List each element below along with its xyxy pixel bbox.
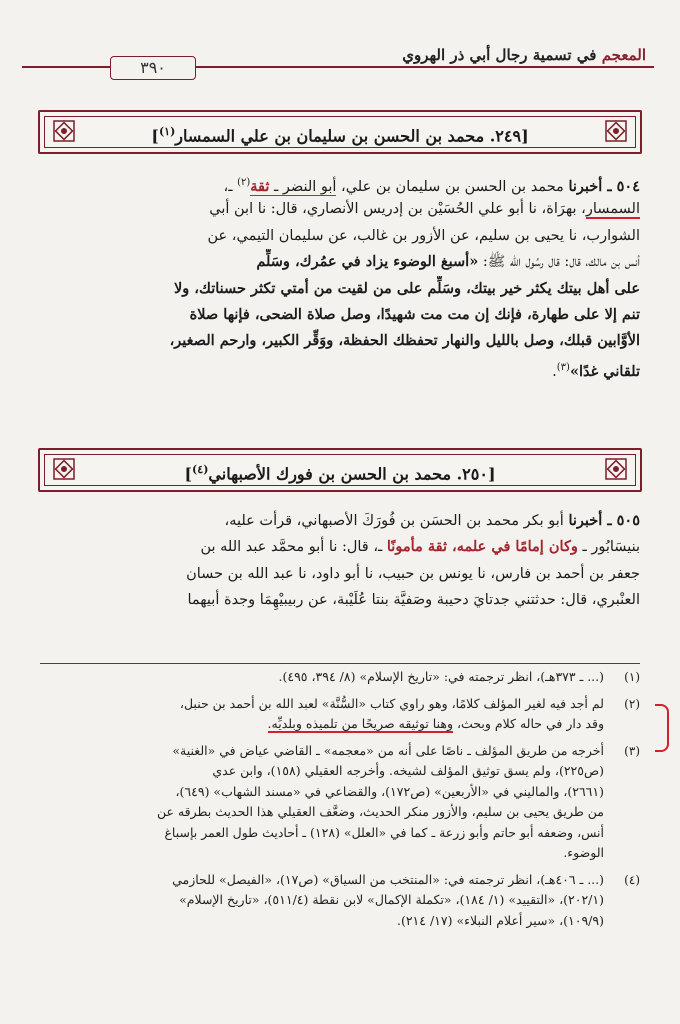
section-title [110, 112, 570, 152]
footnote-line: لم أجد فيه لغير المؤلف كلامًا، وهو راوي كتاب «السُّنَّة» لعبد الله بن أحمد بن حنبل، [179, 695, 604, 711]
text-line [40, 170, 640, 196]
grading-phrase: وكان إمامًا في علمه، ثقة مأمونًا [386, 538, 578, 556]
entry-number: ٥٠٤ ـ [602, 177, 640, 195]
akhbarana: أخبرنا [568, 177, 603, 195]
underlined-phrase [250, 179, 336, 197]
text-run: بنيسَابُور ـ [577, 539, 640, 556]
underlined-nisba: السمسار [585, 201, 640, 218]
footnote-line: (٢٦٦١)، والماليني في «الأربعين» (ص١٧٢)، والقضاعي في «مسند الشهاب» (٦٤٩)، [175, 783, 604, 799]
text-run: أبو بكر محمد بن الحسَن بن فُورَكَ الأصبهاني، قرأت عليه، [224, 513, 569, 529]
footnote-line: أنس، وضعفه أبو حاتم وأبو زرعة ـ كما في «العلل» (١٢٨) ـ أحاديث طول العمر بإسباغ [164, 824, 604, 840]
text-run: محمد بن الحسن بن سليمان بن علي، [336, 178, 569, 195]
page-header [22, 44, 654, 86]
text-run: أنس بن مالك، قال: قال رسُول الله ﷺ: [478, 254, 640, 271]
text-line [40, 508, 640, 534]
section-banner-249 [38, 110, 642, 154]
entry-number: ٥٠٥ ـ [602, 512, 640, 529]
text-run: . [552, 363, 557, 380]
text-line: جعفر بن أحمد بن فارس، نا يونس بن حبيب، نا أبو داود، نا عبد الله بن حسان [186, 565, 640, 582]
text-line [40, 196, 640, 222]
text-line: تنم إلا على طهارة، فإنك إن مت مت شهيدًا، وصل صلاة الضحى، فإنها صلاة [189, 305, 640, 323]
footnote-number: (١) [624, 670, 640, 684]
footnote-line: (... ـ ٣٧٣هـ)، انظر ترجمته في: «تاريخ الإسلام» (٨/ ٣٩٤، ٤٩٥). [278, 669, 604, 684]
text-run: ـ، [223, 178, 238, 195]
section-title-text: [٢٤٩. محمد بن الحسن بن سليمان بن علي السمسار [175, 126, 529, 146]
floral-square-ornament-icon [604, 119, 628, 143]
footnote-1 [40, 667, 640, 688]
text-line: الشوارب، نا يحيى بن سليم، عن الأزور بن غالب، عن سليمان التيمي، عن [207, 227, 640, 244]
entry-504 [40, 170, 640, 381]
akhbarana: أخبرنا [568, 512, 603, 529]
footnote-ref: (٤) [192, 463, 209, 476]
footnote-ref: (٣) [556, 361, 570, 373]
footnote-line: (٢٠٢/١)، «التقييد» (١/ ١٨٤)، «تكملة الإكمال» لابن نقطة (٥١١/٤)، «تاريخ الإسلام» [179, 892, 604, 907]
floral-square-ornament-icon [52, 119, 76, 143]
text-run: ـ [269, 178, 283, 195]
kunya: أبو النضر [282, 178, 337, 195]
entry-505 [40, 508, 640, 614]
footnote-line [40, 714, 604, 735]
text-line [40, 355, 640, 381]
footnote-4 [40, 870, 640, 932]
underlined-phrase: وهنا توثيقه صريحًا من تلميذه وبلديِّه. [267, 716, 454, 731]
running-title-rest: في تسمية رجال أبي ذر الهروي [402, 46, 597, 64]
text-run: ـ، قال: نا أبو محمَّد عبد الله بن [200, 539, 387, 556]
running-title [402, 46, 646, 64]
footnotes [40, 667, 640, 937]
running-title-accent: المعجم [601, 46, 646, 64]
hadith-text: «أسبغ الوضوء يزاد في عمُرك، وسَلِّم [256, 253, 479, 271]
footnote-line: (... ـ ٤٠٦هـ)، انظر ترجمته في: «المنتخب من السياق» (ص١٧)، «الفيصل» للحازمي [172, 871, 604, 887]
footnote-line: (١٠٩/٩)، «سير أعلام النبلاء» (١٧/ ٢١٤). [396, 912, 604, 928]
text-run: وقد دار في حاله كلام وبحث، [453, 716, 604, 731]
footnote-2 [40, 694, 640, 735]
page-number: ٣٩٠ [110, 56, 196, 80]
section-title-close: ] [184, 464, 193, 484]
text-line: الأوَّابين قبلك، وصل بالليل والنهار تحفظك الحفظة، ووَقِّر الكبير، وارحم الصغير، [169, 332, 640, 350]
hadith-text: تلقاني غدًا» [569, 362, 640, 380]
footnote-rule [40, 663, 640, 664]
footnote-number: (٤) [624, 872, 640, 887]
footnote-number: (٣) [624, 743, 640, 758]
floral-square-ornament-icon [604, 457, 628, 481]
text-line: على أهل بيتك يكثر خير بيتك، وسَلِّم على من لقيت من أمتي تكثر حسناتك، ولا [173, 279, 640, 297]
footnote-line: الوضوء. [563, 845, 604, 860]
handwritten-bracket-mark [655, 704, 669, 752]
floral-square-ornament-icon [52, 457, 76, 481]
section-title-text: [٢٥٠. محمد بن الحسن بن فورك الأصبهاني [208, 464, 496, 484]
footnote-ref: (٢) [237, 177, 251, 188]
section-title-close: ] [151, 126, 159, 146]
footnote-line: أخرجه من طريق المؤلف ـ ناصًا على أنه من «معجمه» ـ القاضي عياض في «الغنية» [172, 742, 604, 758]
footnote-line: (ص٢٢٥)، ولم يسق توثيق المؤلف لشيخه. وأخرجه العقيلي (١٥٨)، وابن عدي [212, 763, 604, 778]
footnote-number: (٢) [624, 696, 640, 711]
text-line: العنْبري، قال: حدثتني جدتايَ دحيبة وصَفيَّة بنتا عُلَيْبة، عن ربيبيْهِمَا وجدة أبيهما [187, 592, 640, 609]
grading-thiqa: ثقة [250, 177, 270, 195]
section-banner-250 [38, 448, 642, 492]
footnote-line: من طريق يحيى بن سليم، والأزور منكر الحديث، وضعَّف العقيلي هذا الحديث بطرقه عن [157, 804, 604, 819]
footnote-ref: (١) [158, 125, 176, 138]
footnote-3 [40, 741, 640, 864]
text-line [40, 534, 640, 560]
text-run: ، بهرَاة، نا أبو علي الحُسَيْن بن إدريس الأنصاري، قال: نا ابن أبي [209, 201, 586, 218]
section-title [110, 450, 570, 490]
text-line [40, 249, 640, 275]
